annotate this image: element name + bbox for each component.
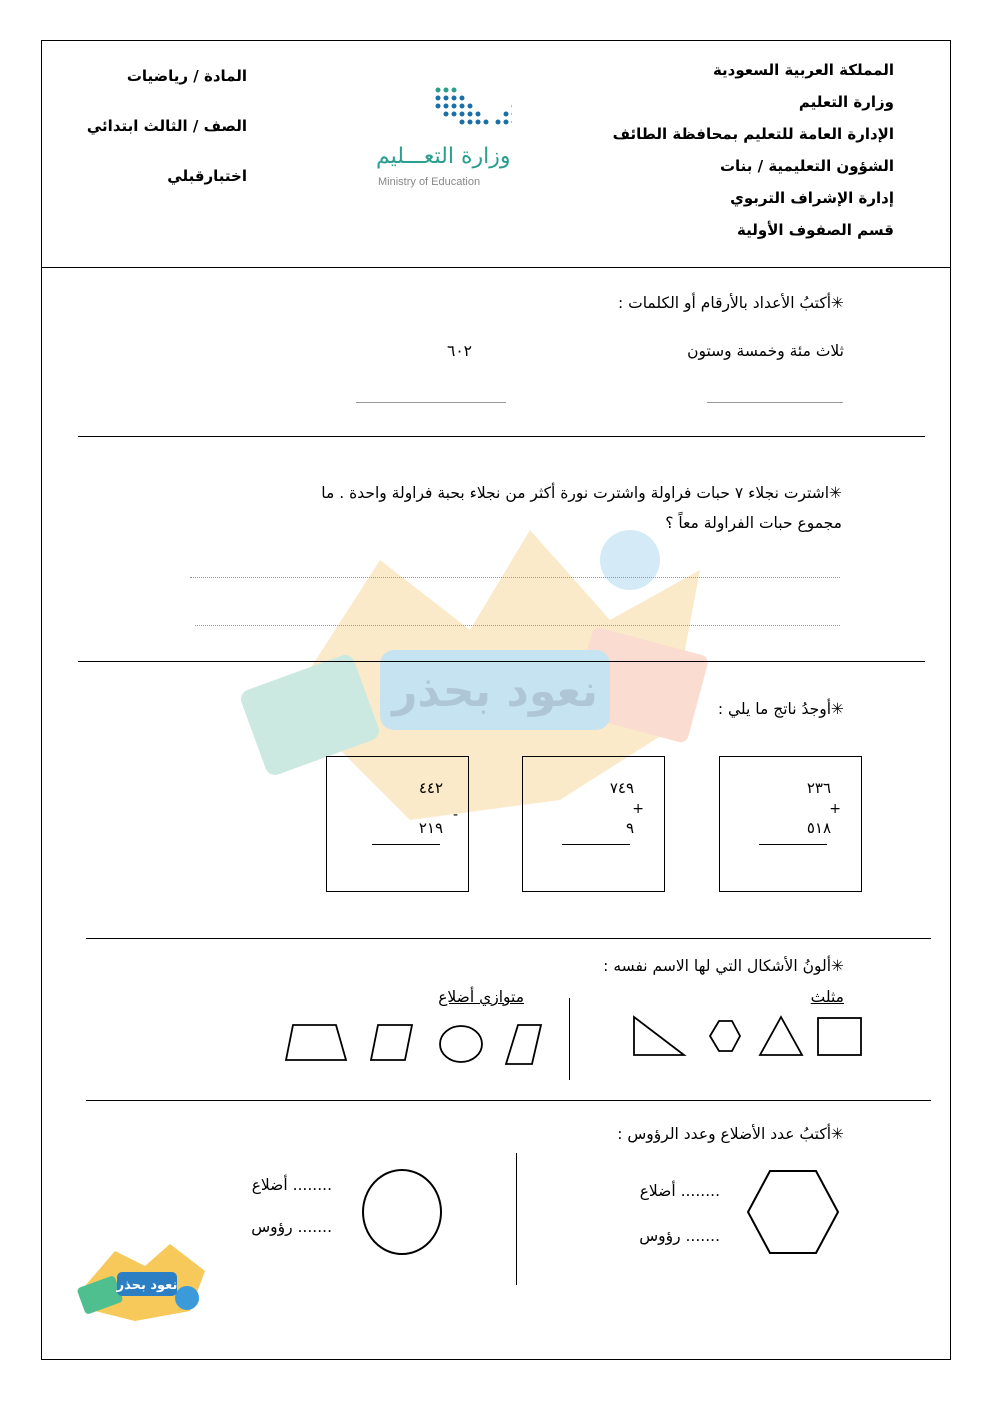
q4-right-shapes — [630, 1014, 866, 1060]
header-line-department: قسم الصفوف الأولية — [737, 221, 894, 239]
q1-words: ثلاث مئة وخمسة وستون — [687, 342, 844, 360]
q2-answer-line-2[interactable] — [195, 625, 840, 626]
watermark-illustration-icon — [230, 470, 760, 890]
q4-left-shapes — [284, 1020, 546, 1070]
header-exam-info — [47, 66, 247, 216]
q2-line-1: ✳اشترت نجلاء ٧ حبات فراولة واشترت نورة أكثر من نجلاء بحبة فراولة واحدة . ما — [321, 484, 842, 502]
hexagon-shape[interactable] — [710, 1021, 740, 1051]
circle-outline-shape — [363, 1170, 441, 1254]
header-ministry-block — [534, 58, 894, 250]
circle-shape[interactable] — [440, 1026, 482, 1062]
parallelogram-shape-1[interactable] — [371, 1025, 412, 1060]
grade-label: الصف / الثالث ابتدائي — [86, 117, 247, 135]
problem-box-1[interactable] — [719, 756, 862, 892]
q2-answer-line-1[interactable] — [190, 577, 840, 578]
header-line-affairs: الشؤون التعليمية / بنات — [719, 157, 894, 175]
triangle-shape[interactable] — [760, 1017, 802, 1055]
q1-title: ✳أكتبُ الأعداد بالأرقام أو الكلمات : — [617, 294, 844, 312]
q1-divider — [78, 436, 925, 437]
problem-2-top: ٧٤٩ — [609, 779, 634, 797]
hexagon-vertices-blank[interactable]: ....... رؤوس — [639, 1227, 720, 1245]
circle-sides-blank[interactable]: ........ أضلاع — [251, 1176, 332, 1194]
corner-logo-text: نعود بحذر — [116, 1278, 178, 1293]
circle-vertices-blank[interactable]: ....... رؤوس — [251, 1218, 332, 1236]
q3-divider — [86, 938, 931, 939]
hexagon-figure — [746, 1168, 842, 1258]
subject-label: المادة / رياضيات — [126, 67, 247, 85]
logo-arabic-text: وزارة التعـــليم — [376, 144, 511, 169]
problem-3-top: ٤٤٢ — [418, 779, 443, 797]
circle-figure — [360, 1167, 444, 1257]
problem-2-operator: + — [632, 801, 644, 817]
problem-3-bottom: ٢١٩ — [418, 819, 443, 837]
problem-1-bottom: ٥١٨ — [806, 819, 831, 837]
problem-1-underline — [759, 844, 827, 845]
hexagon-sides-blank[interactable]: ........ أضلاع — [639, 1182, 720, 1200]
q4-divider — [86, 1100, 931, 1101]
q1-number: ٦٠٢ — [447, 342, 472, 360]
ministry-logo-dots-icon — [372, 84, 512, 144]
problem-2-bottom: ٩ — [625, 819, 634, 837]
q1-answer-line-1[interactable] — [707, 402, 843, 403]
logo-english-text: Ministry of Education — [378, 176, 481, 188]
header-line-directorate: الإدارة العامة للتعليم بمحافظة الطائف — [612, 125, 894, 143]
header-divider — [41, 267, 951, 268]
q1-answer-line-2[interactable] — [356, 402, 506, 403]
q4-label-parallelogram: متوازي أضلاع — [438, 988, 524, 1006]
problem-2-underline — [562, 844, 630, 845]
q4-title: ✳ألونُ الأشكال التي لها الاسم نفسه : — [603, 957, 844, 975]
corner-logo-icon — [75, 1236, 215, 1326]
q3-title: ✳أوجدُ ناتج ما يلي : — [717, 700, 844, 718]
exam-type-label: اختبارقبلي — [167, 167, 247, 185]
square-shape[interactable] — [818, 1018, 861, 1055]
parallelogram-shape-2[interactable] — [506, 1025, 541, 1064]
problem-box-3[interactable] — [326, 756, 469, 892]
problem-box-2[interactable] — [522, 756, 665, 892]
trapezoid-shape[interactable] — [286, 1025, 346, 1060]
q4-label-triangle: مثلث — [810, 988, 844, 1006]
problem-3-underline — [372, 844, 440, 845]
problem-3-operator: - — [452, 807, 458, 823]
problem-1-top: ٢٣٦ — [806, 779, 831, 797]
header-line-ministry: وزارة التعليم — [798, 93, 894, 111]
q4-separator — [569, 998, 570, 1080]
header-line-kingdom: المملكة العربية السعودية — [712, 61, 894, 79]
ministry-logo — [372, 84, 512, 194]
watermark-text: نعود بحذر — [392, 666, 598, 717]
q5-separator — [516, 1153, 517, 1285]
q5-title: ✳أكتبُ عدد الأضلاع وعدد الرؤوس : — [617, 1125, 844, 1143]
problem-1-operator: + — [829, 801, 841, 817]
header-line-supervision: إدارة الإشراف التربوي — [730, 189, 894, 207]
q2-line-2: مجموع حبات الفراولة معاً ؟ — [665, 514, 842, 532]
q2-divider — [78, 661, 925, 662]
hexagon-outline-shape — [748, 1171, 838, 1253]
right-triangle-shape[interactable] — [634, 1017, 684, 1055]
